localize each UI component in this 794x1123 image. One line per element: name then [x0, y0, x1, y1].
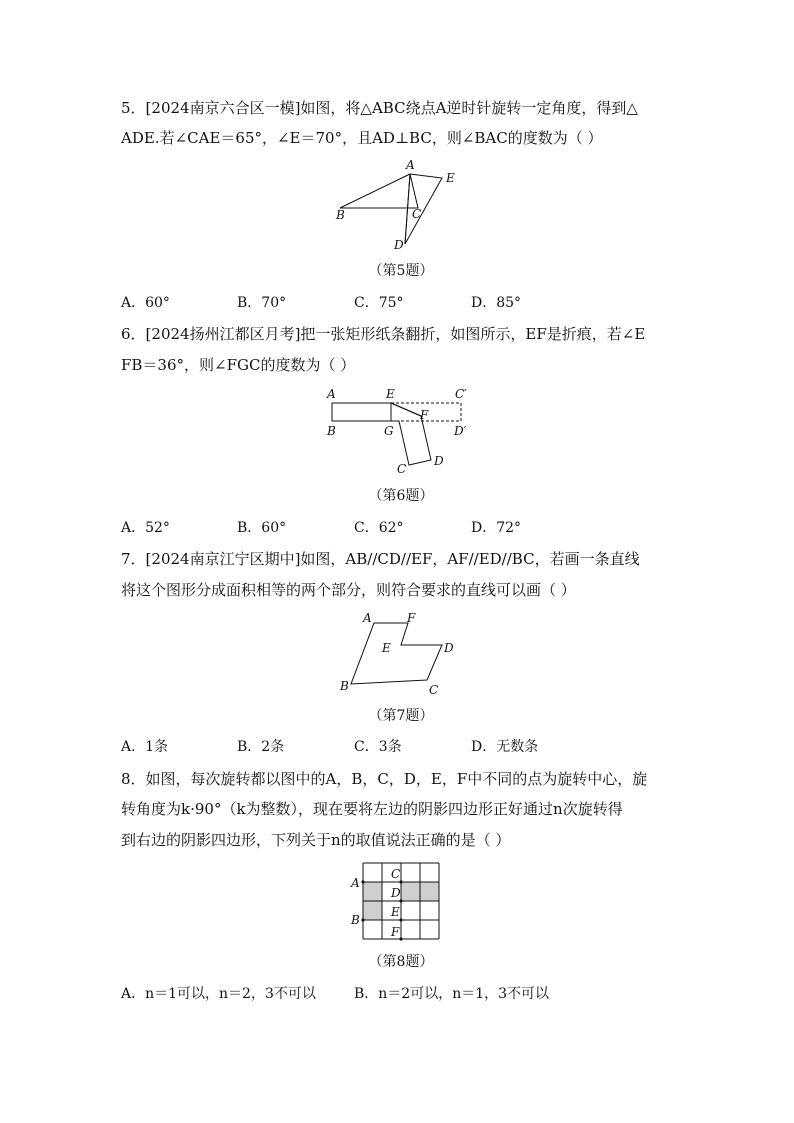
q7-options	[121, 738, 681, 756]
strip-left-outline	[332, 403, 391, 421]
q6-label-b: B	[327, 424, 336, 438]
q7-text-line2: 将这个图形分成面积相等的两个部分，则符合要求的直线可以画（ ）	[121, 581, 576, 599]
q8-text-line3: 到右边的阴影四边形，下列关于n的取值说法正确的是（ ）	[121, 831, 511, 849]
point-a	[361, 880, 364, 883]
point-b	[361, 918, 364, 921]
q8-text-line2: 转角度为k·90°（k为整数），现在要将左边的阴影四边形正好通过n次旋转得	[121, 800, 623, 818]
q6-label-f: F	[420, 408, 429, 422]
q5-label-a: A	[406, 158, 415, 172]
q5-caption: （第5题）	[368, 263, 434, 279]
q8-text-line1: 8．如图，每次旋转都以图中的A，B，C，D，E，F中不同的点为旋转中心，旋	[121, 770, 648, 788]
segment-ad	[405, 174, 410, 244]
q7-label-a: A	[363, 611, 372, 625]
q5-option-c[interactable]: C．75°	[354, 295, 404, 311]
q5-options	[121, 294, 681, 312]
q6-option-d[interactable]: D．72°	[471, 520, 522, 536]
shaded-cell-right-1	[401, 882, 420, 901]
q7-option-c[interactable]: C．3条	[354, 739, 402, 755]
q5-text-line1: 5．[2024南京六合区一模]如图，将△ABC绕点A逆时针旋转一定角度，得到△	[121, 99, 638, 117]
q6-label-d: D	[434, 454, 444, 468]
q8-label-f: F	[391, 925, 400, 939]
q7-label-b: B	[340, 679, 349, 693]
q6-options	[121, 519, 681, 537]
q6-label-a: A	[327, 387, 336, 401]
q7-option-a[interactable]: A．1条	[121, 739, 169, 755]
q7-caption: （第7题）	[368, 708, 434, 724]
q5-text-line2: ADE.若∠CAE＝65°，∠E＝70°，且AD⊥BC，则∠BAC的度数为（ ）	[121, 129, 603, 147]
q7-label-e: E	[382, 641, 391, 655]
q5-label-e: E	[446, 171, 455, 185]
shaded-cell-left-2	[363, 901, 382, 920]
hexagon-abcdef	[351, 623, 442, 684]
q8-label-a: A	[351, 876, 360, 890]
q8-label-c: C	[391, 867, 401, 881]
triangle-abc	[340, 174, 418, 208]
q7-label-c: C	[429, 683, 439, 697]
q6-label-g: G	[384, 424, 394, 438]
q6-option-c[interactable]: C．62°	[354, 520, 404, 536]
q5-option-b[interactable]: B．70°	[237, 295, 287, 311]
q5-label-c: C	[412, 207, 422, 221]
q6-option-b[interactable]: B．60°	[237, 520, 287, 536]
q7-label-d: D	[444, 641, 454, 655]
q5-figure	[330, 158, 480, 253]
q8-caption: （第8题）	[368, 954, 434, 970]
q6-figure	[318, 385, 488, 480]
q6-caption: （第6题）	[368, 488, 434, 504]
q7-label-f: F	[407, 611, 416, 625]
q7-option-b[interactable]: B．2条	[237, 739, 285, 755]
point-f	[399, 937, 402, 940]
q5-option-a[interactable]: A．60°	[121, 295, 170, 311]
q6-label-cprime: C′	[455, 387, 467, 401]
q6-option-a[interactable]: A．52°	[121, 520, 170, 536]
q8-label-b: B	[351, 913, 360, 927]
q8-option-a[interactable]: A．n＝1可以，n＝2，3不可以	[121, 986, 316, 1002]
q7-text-line1: 7．[2024南京江宁区期中]如图，AB//CD//EF，AF//ED//BC，若画一条直线	[121, 550, 640, 568]
q8-options	[121, 985, 681, 1003]
shaded-cell-right-2	[420, 882, 439, 901]
q7-figure	[334, 608, 464, 700]
q8-label-e: E	[391, 905, 400, 919]
q5-label-b: B	[336, 208, 345, 222]
shaded-cell-left-1	[363, 882, 382, 901]
q8-option-b[interactable]: B．n＝2可以，n＝1，3不可以	[354, 986, 550, 1002]
q7-option-d[interactable]: D．无数条	[471, 739, 539, 755]
q6-text-line1: 6．[2024扬州江都区月考]把一张矩形纸条翻折，如图所示，EF是折痕，若∠E	[121, 325, 646, 343]
q8-figure	[345, 858, 445, 942]
q5-option-d[interactable]: D．85°	[471, 295, 522, 311]
point-e	[399, 918, 402, 921]
q6-label-c: C	[397, 462, 407, 476]
q6-label-dprime: D′	[454, 424, 467, 438]
q6-label-e: E	[386, 387, 395, 401]
q8-label-d: D	[391, 886, 401, 900]
triangle-ade	[405, 174, 442, 244]
q5-label-d: D	[394, 238, 404, 252]
q6-text-line2: FB＝36°，则∠FGC的度数为（ ）	[121, 356, 356, 374]
